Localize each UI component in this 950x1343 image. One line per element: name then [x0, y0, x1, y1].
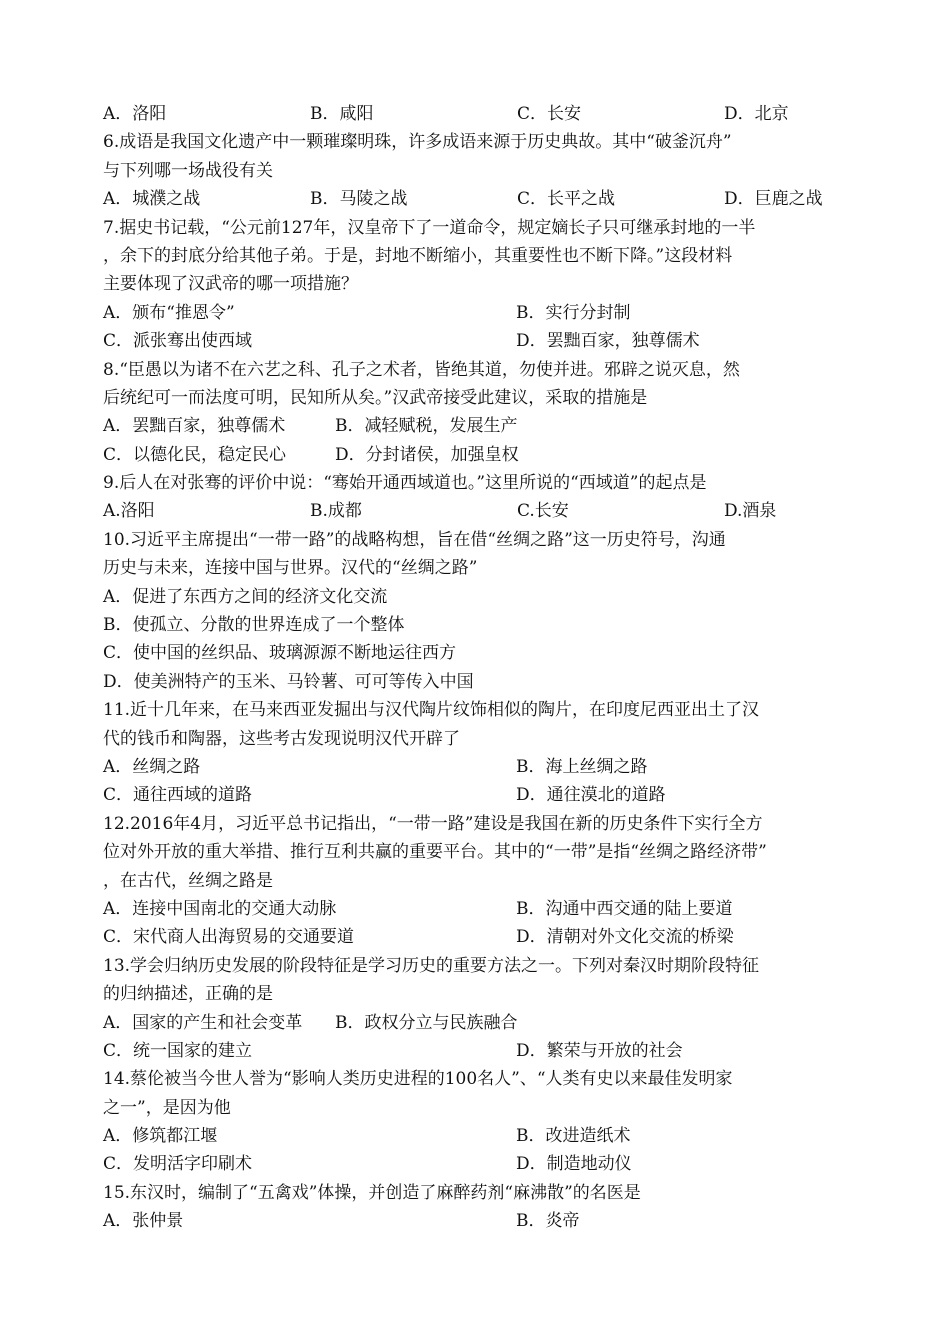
question-text-line: 代的钱币和陶器，这些考古发现说明汉代开辟了 — [103, 728, 460, 749]
question-text-line: B．使孤立、分散的世界连成了一个整体 — [103, 615, 405, 636]
answer-option: B．沟通中西交通的陆上要道 — [516, 898, 733, 919]
answer-options-row — [103, 185, 848, 213]
answer-option: A．国家的产生和社会变革 — [103, 1012, 303, 1033]
question-text-line: 7.据史书记载，“公元前127年，汉皇帝下了一道命令，规定嫡长子只可继承封地的一半 — [103, 217, 756, 238]
question-text-line: 后统纪可一而法度可明，民知所从矣。”汉武帝接受此建议，采取的措施是 — [103, 387, 648, 408]
answer-options-row — [103, 1150, 848, 1178]
answer-options-row — [103, 1122, 848, 1150]
answer-options-row — [103, 781, 848, 809]
answer-options-row — [103, 753, 848, 781]
answer-option: A．颁布“推恩令” — [103, 302, 235, 323]
answer-option: A．丝绸之路 — [103, 756, 201, 777]
question-text-line: 9.后人在对张骞的评价中说：“骞始开通西域道也。”这里所说的“西域道”的起点是 — [103, 473, 707, 494]
exam-page — [103, 100, 848, 1236]
answer-option: C．统一国家的建立 — [103, 1040, 253, 1061]
question-text-line: ，余下的封底分给其他子弟。于是，封地不断缩小，其重要性也不断下降。”这段材料 — [103, 245, 733, 266]
answer-option: D．清朝对外文化交流的桥梁 — [516, 927, 734, 948]
answer-options-row — [103, 441, 848, 469]
answer-option: A．洛阳 — [103, 104, 167, 124]
answer-option: B．炎帝 — [516, 1211, 580, 1232]
question-text-line: 位对外开放的重大举措、推行互利共赢的重要平台。其中的“一带”是指“丝绸之路经济带” — [103, 842, 767, 863]
answer-option: C．通往西域的道路 — [103, 785, 253, 806]
question-text-line: 10.习近平主席提出“一带一路”的战略构想，旨在借“丝绸之路”这一历史符号，沟通 — [103, 529, 726, 550]
question-text-line: C．使中国的丝织品、玻璃源源不断地运往西方 — [103, 643, 457, 664]
answer-options-row — [103, 895, 848, 923]
answer-option: B．海上丝绸之路 — [516, 756, 648, 777]
answer-option: C．派张骞出使西域 — [103, 331, 253, 352]
answer-option: D．北京 — [724, 104, 789, 124]
question-text-line: ，在古代，丝绸之路是 — [103, 870, 273, 891]
question-text-line: A．促进了东西方之间的经济文化交流 — [103, 586, 388, 607]
answer-option: B．咸阳 — [310, 104, 374, 124]
question-text-line: 历史与未来，连接中国与世界。汉代的“丝绸之路” — [103, 558, 478, 579]
question-text-line: 6.成语是我国文化遗产中一颗璀璨明珠，许多成语来源于历史典故。其中“破釜沉舟” — [103, 132, 732, 153]
answer-options-row — [103, 327, 848, 355]
answer-option: C．以德化民，稳定民心 — [103, 444, 287, 465]
answer-option: D．分封诸侯，加强皇权 — [335, 444, 519, 465]
answer-options-row — [103, 923, 848, 951]
answer-option: C.长安 — [517, 501, 569, 522]
answer-options-row — [103, 412, 848, 440]
question-text-line: 13.学会归纳历史发展的阶段特征是学习历史的重要方法之一。下列对秦汉时期阶段特征 — [103, 955, 760, 976]
question-text-line: 14.蔡伦被当今世人誉为“影响人类历史进程的100名人”、“人类有史以来最佳发明家 — [103, 1069, 733, 1090]
answer-option: A．连接中国南北的交通大动脉 — [103, 898, 337, 919]
question-text-line: 12.2016年4月，习近平总书记指出，“一带一路”建设是我国在新的历史条件下实行全方 — [103, 813, 763, 834]
answer-option: C．长安 — [517, 104, 582, 124]
answer-option: B．马陵之战 — [310, 189, 408, 210]
question-text-line: 与下列哪一场战役有关 — [103, 160, 273, 181]
answer-option: A．罢黜百家，独尊儒术 — [103, 416, 286, 437]
answer-option: C．长平之战 — [517, 189, 616, 210]
answer-option: A．修筑都江堰 — [103, 1126, 218, 1147]
answer-option: D．通往漠北的道路 — [516, 785, 666, 806]
answer-options-row — [103, 1009, 848, 1037]
answer-option: B．实行分封制 — [516, 302, 631, 323]
answer-option: D．繁荣与开放的社会 — [516, 1040, 683, 1061]
question-text-line: 11.近十几年来，在马来西亚发掘出与汉代陶片纹饰相似的陶片，在印度尼西亚出土了汉 — [103, 700, 760, 721]
answer-option: B.成都 — [310, 501, 362, 522]
answer-option: B．改进造纸术 — [516, 1126, 631, 1147]
answer-options-row — [103, 1037, 848, 1065]
answer-option: B．减轻赋税，发展生产 — [335, 416, 518, 437]
answer-options-row — [103, 299, 848, 327]
question-text-line: 8.“臣愚以为诸不在六艺之科、孔子之术者，皆绝其道，勿使并进。邪辟之说灭息，然 — [103, 359, 740, 380]
answer-option: A.洛阳 — [103, 501, 155, 522]
answer-option: D．制造地动仪 — [516, 1154, 632, 1175]
answer-options-row — [103, 1207, 848, 1235]
answer-option: A．城濮之战 — [103, 189, 201, 210]
answer-option: B．政权分立与民族融合 — [335, 1012, 518, 1033]
question-text-line: D．使美洲特产的玉米、马铃薯、可可等传入中国 — [103, 671, 474, 692]
answer-option: D．巨鹿之战 — [724, 189, 823, 210]
question-text-line: 主要体现了汉武帝的哪一项措施？ — [103, 274, 358, 295]
answer-options-row — [103, 100, 848, 128]
answer-option: D.酒泉 — [724, 501, 777, 522]
question-text-line: 的归纳描述，正确的是 — [103, 984, 273, 1005]
question-text-line: 15.东汉时，编制了“五禽戏”体操，并创造了麻醉药剂“麻沸散”的名医是 — [103, 1182, 641, 1203]
answer-option: D．罢黜百家，独尊儒术 — [516, 331, 700, 352]
question-text-line: 之一”，是因为他 — [103, 1097, 231, 1118]
answer-option: C．发明活字印刷术 — [103, 1154, 253, 1175]
answer-options-row — [103, 497, 848, 525]
answer-option: A．张仲景 — [103, 1211, 184, 1232]
answer-option: C．宋代商人出海贸易的交通要道 — [103, 927, 355, 948]
